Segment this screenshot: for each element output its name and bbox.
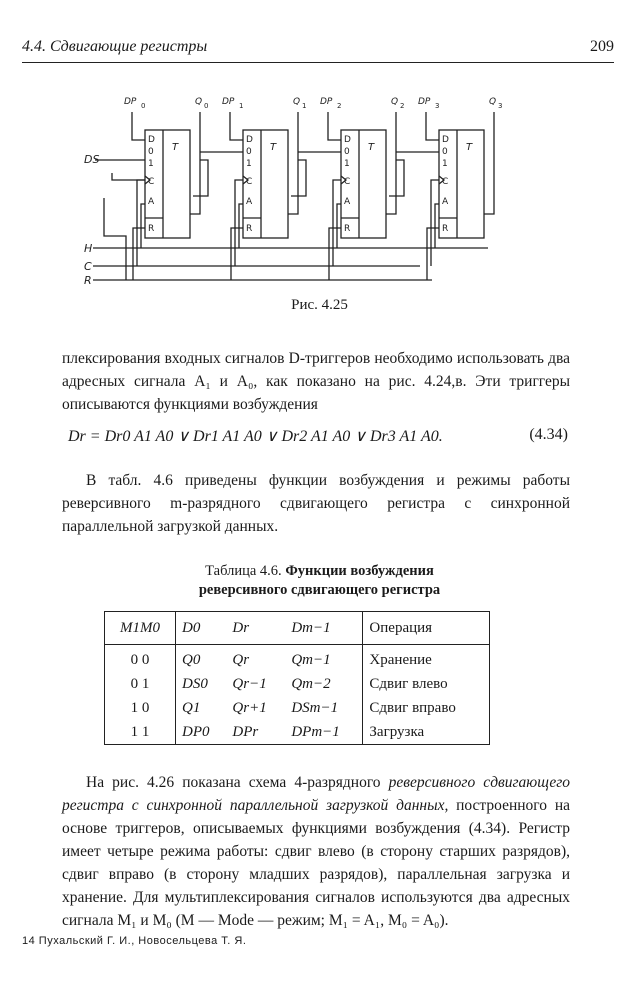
paragraph-3-rest: построенного на основе триггеров, описываемых функциями возбуждения (4.34). Регистр имеет четыре режима работы: сдвиг влево (в сторону старших разрядов), сдвиг вправо (в сторону младших разрядов), параллельная загрузка и хранение. Для мультиплексирования сигналов используются два адресных сигнала M₁ и M₀ (M — Mode — режим; M₁ = A₁, M₀ = A₀).	[62, 797, 570, 929]
header-dr: Dr	[226, 612, 285, 645]
table-row	[105, 720, 490, 745]
paragraph-3	[62, 771, 570, 932]
formula-expression: Dr = Dr0 A1 A0 ∨ Dr1 A1 A0 ∨ Dr2 A1 A0 ∨ Dr3 A1 A0.	[68, 428, 443, 445]
r-bus-tap	[133, 228, 145, 280]
paragraph-3-start: На рис. 4.26 показана схема 4-разрядного	[86, 774, 381, 791]
pin-a-label: A	[148, 197, 155, 207]
trigger-t-label: T	[270, 142, 277, 153]
dp-input-wire	[132, 112, 145, 140]
formula-number: (4.34)	[529, 426, 568, 443]
pin-0-label: 0	[148, 147, 154, 157]
pin-r-label: R	[344, 224, 351, 234]
paragraph-1: плексирования входных сигналов D-триггеров необходимо использовать два адресных сигнала A₁ и A₀, как показано на рис. 4.24,в. Эти триггеры описываются функциями возбуждения	[62, 350, 570, 413]
dp-input-wire	[328, 112, 341, 140]
table-caption-prefix: Таблица 4.6.	[205, 563, 282, 579]
q-label: Q	[489, 97, 497, 107]
dp-label: DP	[418, 97, 431, 107]
table-caption-title-2: реверсивного сдвигающего регистра	[198, 582, 441, 598]
cell-operation: Хранение	[363, 645, 490, 673]
cell-d0: Q1	[182, 699, 201, 716]
cell-mode: 1 0	[105, 696, 176, 720]
pin-0-label: 0	[246, 147, 252, 157]
pin-a-label: A	[246, 197, 253, 207]
table-caption-title-1: Функции возбуждения	[285, 563, 434, 579]
pin-r-label: R	[148, 224, 155, 234]
pin-d-label: D	[246, 135, 253, 145]
pin-a-label: A	[442, 197, 449, 207]
pin-r-label: R	[246, 224, 253, 234]
dp-sub-label: 0	[141, 102, 146, 110]
cell-dr: Qr+1	[232, 699, 267, 716]
dp-sub-label: 1	[239, 102, 244, 110]
cell-operation: Сдвиг влево	[363, 672, 490, 696]
c-bus-label: C	[84, 260, 92, 273]
pin-d-label: D	[148, 135, 155, 145]
q-label: Q	[195, 97, 203, 107]
pin-d-label: D	[344, 135, 351, 145]
h-bus-label: H	[84, 242, 93, 255]
dp-sub-label: 3	[435, 102, 440, 110]
cell-dm1: DSm−1	[291, 699, 339, 716]
cell-dr: DPr	[232, 723, 259, 740]
cell-dr: Qr−1	[232, 675, 267, 692]
pin-0-label: 0	[344, 147, 350, 157]
q-label: Q	[293, 97, 301, 107]
cell-dm1: Qm−2	[291, 675, 331, 692]
cell-mode: 0 0	[105, 645, 176, 673]
pin-1-label: 1	[344, 159, 350, 169]
q-sub-label: 0	[204, 102, 209, 110]
pin-c-label: C	[246, 177, 253, 187]
q-output-wire	[484, 112, 494, 214]
footer-signature: 14 Пухальский Г. И., Новосельцева Т. Я.	[22, 935, 247, 947]
pin-d-label: D	[442, 135, 449, 145]
section-title: 4.4. Сдвигающие регистры	[22, 38, 208, 55]
cell-operation: Загрузка	[363, 720, 490, 745]
pin-r-label: R	[442, 224, 449, 234]
q-sub-label: 3	[498, 102, 503, 110]
q-label: Q	[391, 97, 399, 107]
q-sub-label: 1	[302, 102, 307, 110]
formula-4-34	[68, 426, 568, 446]
cell-dm1: Qm−1	[291, 651, 331, 668]
cell-d0: DP0	[182, 723, 210, 740]
page-number: 209	[590, 38, 614, 55]
cell-operation: Сдвиг вправо	[363, 696, 490, 720]
control-buses	[93, 248, 488, 280]
trigger-t-label: T	[368, 142, 375, 153]
r-bus-label: R	[84, 274, 92, 287]
cell-d0: Q0	[182, 651, 201, 668]
shift-register-circuit-diagram	[0, 0, 639, 300]
pin-1-label: 1	[442, 159, 448, 169]
cell-dr: Qr	[232, 651, 250, 668]
dp-sub-label: 2	[337, 102, 342, 110]
header-m1m0: M1M0	[105, 612, 176, 645]
dp-label: DP	[124, 97, 137, 107]
table-caption	[0, 562, 639, 600]
paragraph-2: В табл. 4.6 приведены функции возбуждения и режимы работы реверсивного m-разрядного сдвигающего регистра с синхронной параллельной загрузкой данных.	[62, 472, 570, 535]
table-header-row	[105, 612, 490, 645]
trigger-cells	[124, 97, 502, 280]
header-operation: Операция	[363, 612, 490, 645]
figure-caption: Рис. 4.25	[291, 297, 348, 313]
pin-c-label: C	[442, 177, 449, 187]
pin-1-label: 1	[148, 159, 154, 169]
cell-dm1: DPm−1	[291, 723, 340, 740]
header-d0: D0	[176, 612, 227, 645]
table-row	[105, 696, 490, 720]
table-row	[105, 672, 490, 696]
cell-mode: 1 1	[105, 720, 176, 745]
pin-c-label: C	[344, 177, 351, 187]
pin-a-label: A	[344, 197, 351, 207]
pin-1-label: 1	[246, 159, 252, 169]
ds-label: DS	[84, 153, 100, 166]
excitation-functions-table	[104, 611, 490, 745]
trigger-t-label: T	[172, 142, 179, 153]
q-output-wire	[288, 112, 298, 214]
header-dm1: Dm−1	[285, 612, 363, 645]
cell-d0: DS0	[182, 675, 208, 692]
table-row	[105, 645, 490, 673]
q-output-wire	[190, 112, 200, 214]
r-bus-tap	[329, 228, 341, 280]
paragraph-3-term: реверсивного сдвигающего регистра с синхронной параллельной загрузкой данных,	[62, 774, 570, 814]
dp-label: DP	[320, 97, 333, 107]
r-bus-tap	[231, 228, 243, 280]
r-bus-tap	[427, 228, 439, 280]
trigger-t-label: T	[466, 142, 473, 153]
dp-input-wire	[230, 112, 243, 140]
q-output-wire	[386, 112, 396, 214]
pin-0-label: 0	[442, 147, 448, 157]
q-sub-label: 2	[400, 102, 405, 110]
pin-c-label: C	[148, 177, 155, 187]
dp-input-wire	[426, 112, 439, 140]
cell-mode: 0 1	[105, 672, 176, 696]
dp-label: DP	[222, 97, 235, 107]
